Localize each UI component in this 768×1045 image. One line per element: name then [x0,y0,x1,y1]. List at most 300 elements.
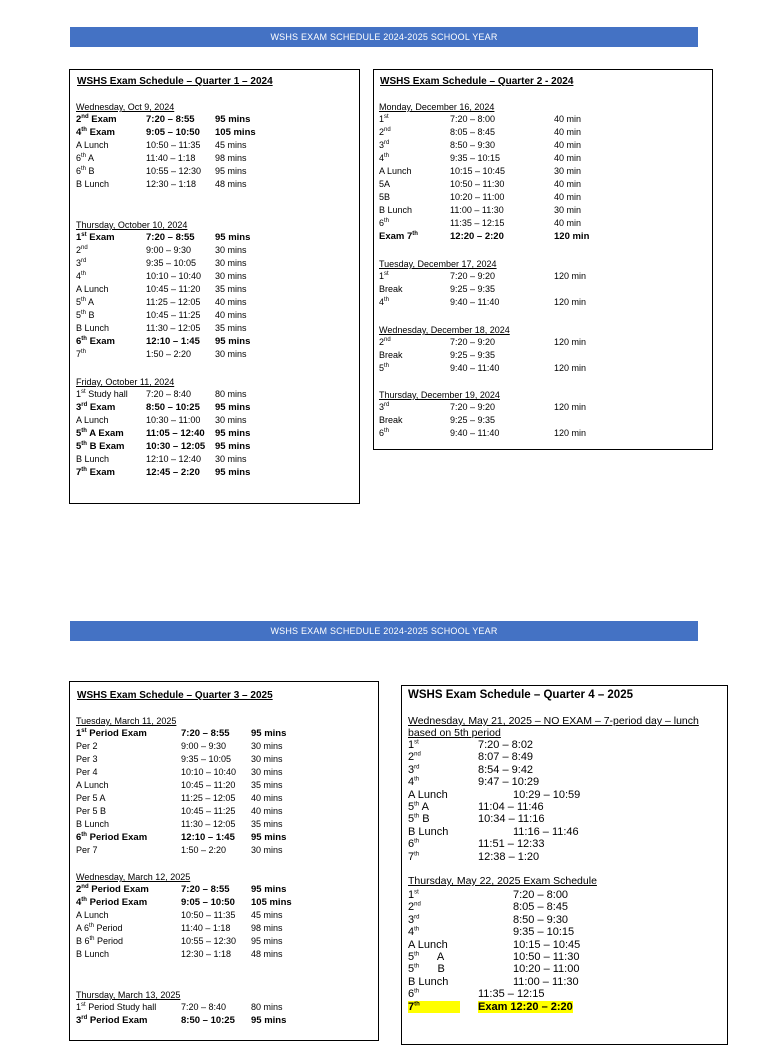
time-range: 8:05 – 8:45 [450,127,496,137]
time-range: 11:30 – 12:05 [146,323,201,333]
duration: 95 mins [215,467,251,478]
ordinal-suffix: nd [384,127,391,133]
duration: 30 mins [215,245,247,255]
time-range: 10:45 – 11:25 [146,310,201,320]
ordinal-suffix: st [384,271,389,277]
period-label: 4th [379,297,390,307]
period-label: 5th A Exam [76,427,124,439]
period-label: 5th B [408,813,430,826]
period-label: 3rd [379,402,390,412]
ordinal-suffix: th [414,801,420,808]
period-suffix: A [419,951,445,963]
ordinal-suffix: th [384,218,390,224]
time-range: 7:20 – 9:20 [450,402,496,412]
time-range: 10:45 – 11:25 [181,806,236,816]
time-range: 10:55 – 12:30 [181,936,237,946]
time-range: 12:45 – 2:20 [146,467,200,478]
duration: 98 mins [215,153,247,163]
period-label: 5th A [408,951,445,963]
ordinal-suffix: rd [414,764,420,771]
period-label: 1st Period Study hall [76,1002,157,1012]
period-label: 6th Exam [76,335,115,347]
period-suffix: A [419,801,429,813]
period-label: 4th Period Exam [76,896,148,908]
time-range: 10:29 – 10:59 [513,788,581,801]
period-label: 2nd [379,337,391,347]
time-range: 9:47 – 10:29 [478,776,540,789]
duration: 98 mins [251,923,283,933]
ordinal-suffix: th [414,988,420,995]
duration: 40 min [554,179,582,189]
time-range: 1:50 – 2:20 [181,845,227,855]
duration: 40 mins [215,297,247,307]
period-suffix: A Exam [86,428,124,439]
time-range: 10:20 – 11:00 [450,192,505,202]
ordinal-suffix: th [384,428,390,434]
period-label: 3rd [408,913,420,926]
period-label: B Lunch [76,454,110,464]
time-range: 10:45 – 11:20 [146,284,201,294]
time-range: 10:15 – 10:45 [513,938,581,951]
duration: 40 mins [215,310,247,320]
time-range: 8:54 – 9:42 [478,763,534,776]
duration: 48 mins [251,949,283,959]
time-range: 9:00 – 9:30 [181,741,227,751]
period-label: 4th [408,926,420,939]
ordinal-suffix: th [81,126,87,133]
period-suffix: Period Exam [86,728,147,739]
duration: 95 mins [251,884,287,895]
period-suffix: Exam [86,232,115,243]
duration: 105 mins [215,127,256,138]
period-label: A Lunch [76,415,109,425]
duration: 120 min [554,297,587,307]
time-range: 12:30 – 1:18 [181,949,232,959]
period-label: 2nd Exam [76,113,117,125]
period-label: 6th [379,428,390,438]
period-label: B Lunch [76,819,110,829]
duration: 40 mins [251,806,283,816]
ordinal-suffix: nd [414,901,421,908]
q2-title: WSHS Exam Schedule – Quarter 2 - 2024 [380,76,574,87]
period-label: Break [379,415,403,425]
duration: 35 mins [215,323,247,333]
period-label: 5th A [408,801,429,813]
period-label: 3rd [76,258,87,268]
ordinal-suffix: th [412,230,418,237]
time-range: 7:20 – 8:55 [181,884,230,895]
period-label: A Lunch [379,166,412,176]
duration: 30 mins [251,741,283,751]
q1-day-3-date: Friday, October 11, 2024 [76,377,175,387]
time-range: 11:16 – 11:46 [513,825,579,838]
time-range: 11:40 – 1:18 [181,923,231,933]
q4-day-1-heading-cont: based on 5th period [408,727,501,739]
duration: 95 mins [215,232,251,243]
period-label: B Lunch [76,323,110,333]
time-range: 10:30 – 11:00 [146,415,201,425]
period-suffix: Study hall [85,389,128,399]
q4-day-2-heading: Thursday, May 22, 2025 Exam Schedule [408,875,597,887]
period-label: A Lunch [408,788,448,801]
period-suffix: Exam [87,402,116,413]
duration: 95 mins [215,428,251,439]
period-label: A Lunch [76,140,109,150]
period-label: 2nd [76,245,88,255]
time-range: 12:10 – 1:45 [146,336,200,347]
period-suffix: A [86,153,95,163]
q2-day-1-date: Monday, December 16, 2024 [379,102,495,112]
duration: 40 mins [251,793,283,803]
time-range: Exam 12:20 – 2:20 [478,1000,573,1013]
time-range: 7:20 – 8:55 [181,728,230,739]
ordinal-suffix: th [414,813,420,820]
time-range: 11:05 – 12:40 [146,428,205,439]
time-range: 11:40 – 1:18 [146,153,196,163]
time-range: 11:30 – 12:05 [181,819,236,829]
ordinal-suffix: th [81,153,87,159]
period-label: 6th [408,838,420,851]
period-suffix: A [86,297,95,307]
period-label: 1st Period Exam [76,727,147,739]
period-label: Per 3 [76,754,98,764]
period-label: 7th Exam [76,466,115,478]
period-label: 1st [379,271,389,281]
duration: 45 mins [251,910,283,920]
time-range: 10:55 – 12:30 [146,166,202,176]
ordinal-suffix: nd [81,113,89,120]
period-label: A 6th Period [76,923,123,933]
duration: 105 mins [251,897,292,908]
period-label: 3rd Exam [76,401,116,413]
duration: 95 mins [215,402,251,413]
period-label: 1st [408,889,419,901]
ordinal-suffix: rd [414,914,420,921]
ordinal-suffix: th [81,335,87,342]
time-range: 8:05 – 8:45 [513,901,569,914]
duration: 120 min [554,231,590,242]
ordinal-suffix: th [384,363,390,369]
period-label: 4th [379,153,390,163]
ordinal-suffix: th [384,153,390,159]
duration: 30 mins [251,845,283,855]
period-label: 2nd [408,901,421,914]
period-label: Per 7 [76,845,98,855]
period-label: B Lunch [76,179,110,189]
duration: 120 min [554,402,587,412]
period-label: 5A [379,179,391,189]
time-range: 8:50 – 9:30 [450,140,496,150]
duration: 95 mins [215,114,251,125]
duration: 40 min [554,127,582,137]
ordinal-suffix: th [414,951,420,958]
duration: 95 mins [215,336,251,347]
q3-title: WSHS Exam Schedule – Quarter 3 – 2025 [77,690,273,701]
period-label: B Lunch [76,949,110,959]
period-label: 3rd [408,763,420,776]
period-label: B Lunch [379,205,413,215]
period-label: 1st Exam [76,231,115,243]
time-range: 10:50 – 11:35 [146,140,201,150]
top-banner: WSHS EXAM SCHEDULE 2024-2025 SCHOOL YEAR [70,27,698,47]
period-label: 7th [76,349,87,359]
period-suffix: Period Exam [86,832,148,843]
period-label: 4th Exam [76,126,115,138]
duration: 120 min [554,337,587,347]
duration: 40 min [554,192,582,202]
period-suffix: Period [94,923,123,933]
q2-day-4-date: Thursday, December 19, 2024 [379,390,500,400]
time-range: 10:50 – 11:30 [450,179,505,189]
period-label: 6th B [76,166,95,176]
ordinal-suffix: th [81,349,87,355]
time-range: 9:40 – 11:40 [450,363,500,373]
period-label: 5th B [76,310,95,320]
period-suffix: Exam [86,467,115,478]
q1-title: WSHS Exam Schedule – Quarter 1 – 2024 [77,76,273,87]
time-range: 7:20 – 8:55 [146,114,195,125]
period-label: 6th A [76,153,95,163]
time-range: 10:20 – 11:00 [513,963,580,976]
time-range: 11:51 – 12:33 [478,838,545,851]
period-label: A Lunch [408,938,448,951]
ordinal-suffix: th [81,440,87,447]
ordinal-suffix: th [384,297,390,303]
ordinal-suffix: th [81,831,87,838]
time-range: 10:10 – 10:40 [181,767,237,777]
duration: 40 min [554,114,582,124]
duration: 30 min [554,166,582,176]
duration: 95 mins [215,441,251,452]
time-range: 9:35 – 10:05 [181,754,232,764]
ordinal-suffix: st [414,739,419,746]
time-range: 12:30 – 1:18 [146,179,197,189]
period-suffix: Exam [86,127,115,138]
time-range: 9:25 – 9:35 [450,284,496,294]
time-range: 11:25 – 12:05 [146,297,201,307]
time-range: 7:20 – 8:02 [478,739,534,751]
duration: 48 mins [215,179,247,189]
ordinal-suffix: th [414,838,420,845]
duration: 120 min [554,363,587,373]
period-label: 1st [379,114,389,124]
time-range: 7:20 – 8:00 [450,114,496,124]
period-label: Break [379,284,403,294]
period-label: A Lunch [76,910,109,920]
time-range: 10:15 – 10:45 [450,166,506,176]
ordinal-suffix: th [81,297,87,303]
time-range: 11:35 – 12:15 [450,218,505,228]
ordinal-suffix: th [89,923,95,929]
ordinal-suffix: st [81,389,86,395]
period-label: 5B [379,192,391,202]
time-range: 7:20 – 9:20 [450,271,496,281]
time-range: 1:50 – 2:20 [146,349,192,359]
period-suffix: Period Exam [86,897,148,908]
period-label: 5th B [408,963,445,976]
duration: 30 mins [215,271,247,281]
time-range: 7:20 – 8:40 [146,389,192,399]
q2-day-2-date: Tuesday, December 17, 2024 [379,259,497,269]
time-range: 9:40 – 11:40 [450,428,500,438]
ordinal-suffix: nd [414,751,421,758]
time-range: 11:00 – 11:30 [450,205,504,215]
duration: 120 min [554,428,587,438]
period-suffix: Period Exam [88,884,149,895]
ordinal-suffix: st [414,889,419,896]
ordinal-suffix: th [81,310,87,316]
time-range: 10:30 – 12:05 [146,441,206,452]
time-range: 9:25 – 9:35 [450,415,496,425]
time-range: 7:20 – 8:00 [513,889,569,901]
time-range: 9:35 – 10:15 [513,926,575,939]
period-label: 5th [379,363,390,373]
period-suffix: Period [94,936,124,946]
bottom-banner: WSHS EXAM SCHEDULE 2024-2025 SCHOOL YEAR [70,621,698,641]
period-label: 2nd [408,751,421,764]
ordinal-suffix: rd [384,402,390,408]
period-label: 2nd [379,127,391,137]
q3-day-1-date: Tuesday, March 11, 2025 [76,716,177,726]
time-range: 7:20 – 9:20 [450,337,496,347]
duration: 30 mins [215,454,247,464]
duration: 95 mins [251,832,287,843]
duration: 30 mins [215,415,247,425]
ordinal-suffix: rd [384,140,390,146]
period-label: Exam 7th [379,230,418,242]
period-label: 3rd [379,140,390,150]
time-range: 12:10 – 12:40 [146,454,202,464]
time-range: 9:25 – 9:35 [450,350,496,360]
time-range: 8:07 – 8:49 [478,751,534,764]
time-range: 9:05 – 10:50 [181,897,235,908]
period-label: 1st Study hall [76,389,128,399]
duration: 30 min [554,205,582,215]
duration: 40 min [554,218,582,228]
period-label: 3rd Period Exam [76,1014,148,1026]
ordinal-suffix: th [81,896,87,903]
period-suffix: B [419,813,430,826]
ordinal-suffix: nd [81,245,88,251]
period-label: 4th [408,776,420,789]
time-range: 10:50 – 11:35 [181,910,236,920]
time-range: 11:35 – 12:15 [478,988,545,1001]
time-range: 9:35 – 10:15 [450,153,501,163]
ordinal-suffix: th [414,963,420,970]
duration: 45 mins [215,140,247,150]
period-label: Per 4 [76,767,98,777]
period-suffix: B [419,963,445,976]
time-range: 8:50 – 10:25 [146,402,200,413]
time-range: 11:00 – 11:30 [513,975,579,988]
time-range: 8:50 – 9:30 [513,913,569,926]
duration: 80 mins [215,389,247,399]
ordinal-suffix: th [81,166,87,172]
duration: 120 min [554,271,587,281]
ordinal-suffix: rd [81,1014,88,1021]
ordinal-suffix: th [414,926,420,933]
duration: 40 min [554,140,582,150]
period-label: 6th [379,218,390,228]
ordinal-suffix: th [414,776,420,783]
period-label: 7th [408,850,420,863]
time-range: 7:20 – 8:40 [181,1002,227,1012]
duration: 30 mins [215,349,247,359]
duration: 40 min [554,153,582,163]
period-label: 6th [408,988,420,1001]
period-suffix: B Exam [86,441,125,452]
duration: 30 mins [251,767,283,777]
period-suffix: Period Study hall [85,1002,157,1012]
ordinal-suffix: st [384,114,389,120]
ordinal-suffix: th [81,427,87,434]
period-label: 6th Period Exam [76,831,148,843]
period-label: B 6th Period [76,936,124,946]
period-suffix: Exam [86,336,115,347]
q1-day-1-date: Wednesday, Oct 9, 2024 [76,102,175,112]
period-label: 5th B Exam [76,440,125,452]
period-label: A Lunch [76,284,109,294]
time-range: 8:50 – 10:25 [181,1015,235,1026]
ordinal-suffix: rd [81,258,87,264]
period-label: A Lunch [76,780,109,790]
duration: 95 mins [251,728,287,739]
time-range: 10:34 – 11:16 [478,813,545,826]
time-range: 9:05 – 10:50 [146,127,200,138]
time-range: 9:00 – 9:30 [146,245,192,255]
duration: 95 mins [251,1015,287,1026]
duration: 95 mins [251,936,283,946]
period-label: Break [379,350,403,360]
time-range: 11:04 – 11:46 [478,801,544,813]
ordinal-suffix: st [81,727,87,734]
time-range: 10:50 – 11:30 [513,951,580,963]
period-suffix: B [86,166,95,176]
time-range: 12:20 – 2:20 [450,231,504,242]
ordinal-suffix: th [81,466,87,473]
duration: 30 mins [215,258,247,268]
duration: 35 mins [215,284,247,294]
ordinal-suffix: th [414,1000,420,1007]
period-suffix: Exam [88,114,117,125]
period-suffix: B [86,310,95,320]
ordinal-suffix: th [414,850,420,857]
duration: 95 mins [215,166,247,176]
ordinal-suffix: st [81,231,87,238]
time-range: 12:10 – 1:45 [181,832,235,843]
ordinal-suffix: nd [384,337,391,343]
period-label: Per 5 B [76,806,107,816]
duration: 80 mins [251,1002,283,1012]
q2-day-3-date: Wednesday, December 18, 2024 [379,325,510,335]
time-range: 10:45 – 11:20 [181,780,236,790]
time-range: 12:38 – 1:20 [478,850,540,863]
ordinal-suffix: th [89,936,95,942]
period-label: 2nd Period Exam [76,883,149,895]
time-range: 9:40 – 11:40 [450,297,500,307]
period-suffix: Period Exam [87,1015,148,1026]
period-label: 4th [76,271,87,281]
q3-day-2-date: Wednesday, March 12, 2025 [76,872,191,882]
period-label: B Lunch [408,825,449,838]
period-label: 7th [408,1001,460,1013]
time-range: 11:25 – 12:05 [181,793,236,803]
ordinal-suffix: rd [81,401,88,408]
duration: 35 mins [251,819,283,829]
ordinal-suffix: st [81,1002,86,1008]
period-label: Per 2 [76,741,98,751]
duration: 35 mins [251,780,283,790]
